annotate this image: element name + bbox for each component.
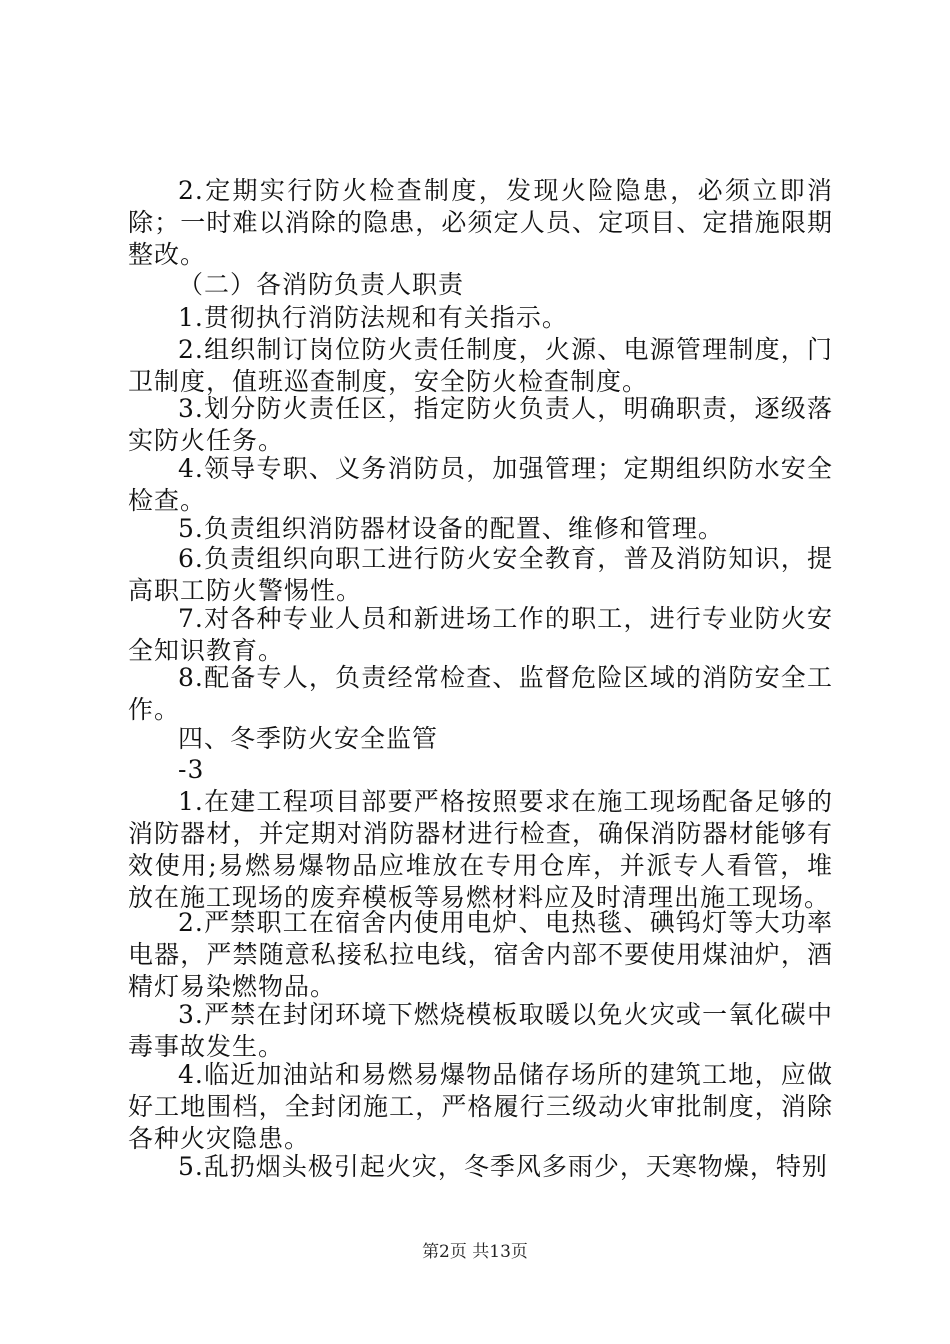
- paragraph-winter-5: 5.乱扔烟头极引起火灾，冬季风多雨少，天寒物燥，特别: [178, 1152, 828, 1181]
- paragraph-winter-2: 2.严禁职工在宿舍内使用电炉、电热毯、碘钨灯等大功率电器，严禁随意私接私拉电线，宿舍内部不要使用煤油炉，酒精灯易染燃物品。: [128, 908, 833, 1001]
- paragraph-item-4: 4.领导专职、义务消防员，加强管理；定期组织防水安全检查。: [128, 454, 833, 515]
- section-heading-winter-fire-safety: 四、冬季防火安全监管: [178, 724, 439, 753]
- section-heading-responsibilities: （二）各消防负责人职责: [178, 270, 465, 299]
- paragraph-item-8: 8.配备专人，负责经常检查、监督危险区域的消防安全工作。: [128, 663, 833, 724]
- paragraph-winter-3: 3.严禁在封闭环境下燃烧模板取暖以免火灾或一氧化碳中毒事故发生。: [128, 1000, 833, 1061]
- paragraph-item-3: 3.划分防火责任区，指定防火负责人，明确职责，逐级落实防火任务。: [128, 394, 833, 455]
- page-marker: -3: [178, 755, 205, 784]
- paragraph-winter-1: 1.在建工程项目部要严格按照要求在施工现场配备足够的消防器材，并定期对消防器材进行检查，确保消防器材能够有效使用;易燃易爆物品应堆放在专用仓库，并派专人看管，堆放在施工现场的废弃模板等易燃材料应及时清理出施工现场。: [128, 787, 833, 912]
- paragraph-item-5: 5.负责组织消防器材设备的配置、维修和管理。: [178, 514, 724, 543]
- page-footer: 第2页 共13页: [422, 1242, 528, 1262]
- paragraph-item-7: 7.对各种专业人员和新进场工作的职工，进行专业防火安全知识教育。: [128, 604, 833, 665]
- paragraph-item-2: 2.组织制订岗位防火责任制度，火源、电源管理制度，门卫制度，值班巡查制度，安全防火检查制度。: [128, 335, 833, 396]
- paragraph-winter-4: 4.临近加油站和易燃易爆物品储存场所的建筑工地，应做好工地围档，全封闭施工，严格履行三级动火审批制度，消除各种火灾隐患。: [128, 1060, 833, 1153]
- paragraph-item-1: 1.贯彻执行消防法规和有关指示。: [178, 303, 568, 332]
- paragraph-item-6: 6.负责组织向职工进行防火安全教育，普及消防知识，提高职工防火警惕性。: [128, 544, 833, 605]
- paragraph-inspection: 2.定期实行防火检查制度，发现火险隐患，必须立即消除；一时难以消除的隐患，必须定人员、定项目、定措施限期整改。: [128, 176, 833, 269]
